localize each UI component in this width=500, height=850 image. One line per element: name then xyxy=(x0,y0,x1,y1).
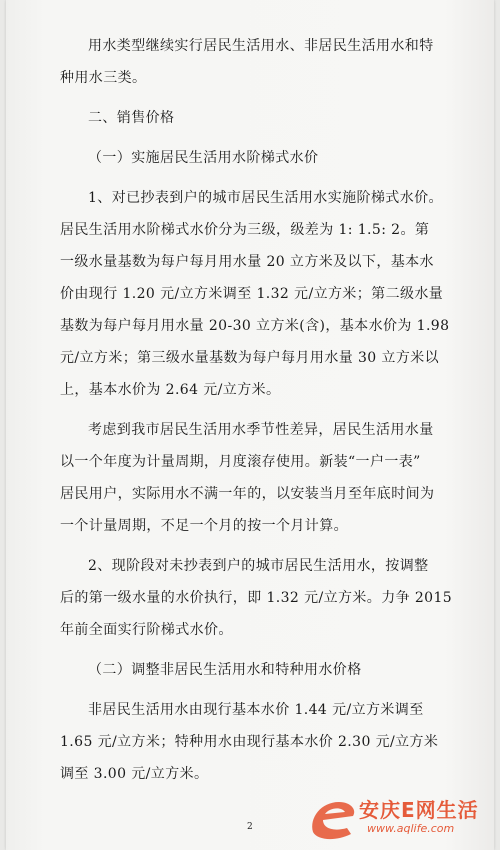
paragraph-line: 1.65 元/立方米；特种用水由现行基本水价 2.30 元/立方米 xyxy=(60,734,439,750)
paragraph-line: 年前全面实行阶梯式水价。 xyxy=(60,622,233,638)
paragraph-line: 居民用户，实际用水不满一年的，以安装当月至年底时间为 xyxy=(60,486,435,502)
paragraph-line: 一个计量周期，不足一个月的按一个月计算。 xyxy=(60,518,348,534)
watermark-site-name: 安庆E网生活 xyxy=(359,798,479,822)
section-heading: 二、销售价格 xyxy=(88,110,175,126)
paragraph-line: 基数为每户每月用水量 20-30 立方米(含)，基本水价为 1.98 xyxy=(60,318,450,334)
e-logo-icon xyxy=(307,788,367,844)
document-page xyxy=(6,0,494,850)
subsection-heading: （一）实施居民生活用水阶梯式水价 xyxy=(88,150,319,166)
paragraph-line: 种用水三类。 xyxy=(60,70,147,86)
paragraph-line: 元/立方米；第三级水量基数为每户每月用水量 30 立方米以 xyxy=(60,350,440,366)
document-body xyxy=(60,30,470,790)
paragraph-line: 1、对已抄表到户的城市居民生活用水实施阶梯式水价。 xyxy=(88,190,443,206)
paragraph-line: 价由现行 1.20 元/立方米调至 1.32 元/立方米；第二级水量 xyxy=(60,286,444,302)
paragraph-line: 一级水量基数为每户每月用水量 20 立方米及以下，基本水 xyxy=(60,254,434,270)
subsection-heading: （二）调整非居民生活用水和特种用水价格 xyxy=(88,662,362,678)
paragraph-line: 调至 3.00 元/立方米。 xyxy=(60,766,209,782)
watermark-url: www.aqlife.com xyxy=(367,822,455,835)
paragraph-line: 上，基本水价为 2.64 元/立方米。 xyxy=(60,382,281,398)
paragraph-line: 用水类型继续实行居民生活用水、非居民生活用水和特 xyxy=(88,38,434,54)
paragraph-line: 以一个年度为计量周期，月度滚存使用。新装“一户一表” xyxy=(60,454,421,470)
site-watermark xyxy=(307,788,492,844)
paragraph-line: 2、现阶段对未抄表到户的城市居民生活用水，按调整 xyxy=(88,558,429,574)
page-number: 2 xyxy=(247,822,253,832)
paragraph-line: 考虑到我市居民生活用水季节性差异，居民生活用水量 xyxy=(88,422,434,438)
paragraph-line: 居民生活用水阶梯式水价分为三级，级差为 1: 1.5: 2。第 xyxy=(60,222,430,238)
paragraph-line: 后的第一级水量的水价执行，即 1.32 元/立方米。力争 2015 xyxy=(60,590,453,606)
paragraph-line: 非居民生活用水由现行基本水价 1.44 元/立方米调至 xyxy=(88,702,424,718)
